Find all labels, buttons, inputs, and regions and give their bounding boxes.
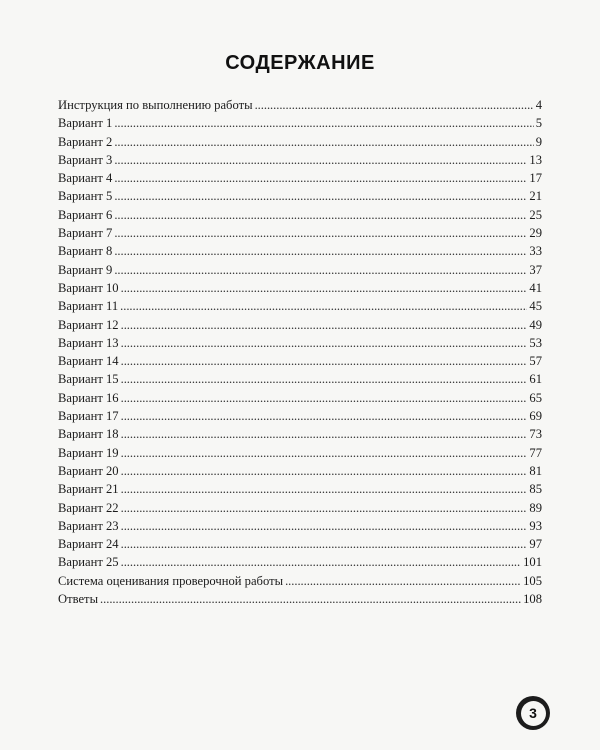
toc-entry[interactable] <box>58 480 542 498</box>
toc-entry[interactable] <box>58 517 542 535</box>
toc-entry-page: 25 <box>529 207 542 222</box>
toc-entry[interactable] <box>58 224 542 242</box>
toc-entry[interactable] <box>58 206 542 224</box>
toc-entry[interactable] <box>58 389 542 407</box>
toc-entry[interactable] <box>58 169 542 187</box>
toc-entry-page: 77 <box>529 445 542 460</box>
toc-entry[interactable] <box>58 151 542 169</box>
toc-leader-dots <box>121 407 528 425</box>
toc-entry-page: 73 <box>529 427 542 442</box>
toc-leader-dots <box>121 370 528 388</box>
toc-entry[interactable] <box>58 187 542 205</box>
toc-leader-dots <box>121 480 528 498</box>
toc-entry-label: Вариант 3 <box>58 152 113 167</box>
toc-entry-label: Вариант 21 <box>58 482 119 497</box>
toc-entry-label: Вариант 13 <box>58 335 119 350</box>
page-number-badge <box>516 696 550 730</box>
toc-entry-page: 41 <box>529 280 542 295</box>
toc-entry-page: 105 <box>523 573 542 588</box>
toc-entry-label: Вариант 14 <box>58 354 119 369</box>
toc-leader-dots <box>121 316 528 334</box>
toc-entry-label: Вариант 20 <box>58 463 119 478</box>
toc-entry[interactable] <box>58 444 542 462</box>
toc-leader-dots <box>121 352 528 370</box>
toc-entry[interactable] <box>58 590 542 608</box>
toc-entry[interactable] <box>58 133 542 151</box>
toc-entry-label: Вариант 25 <box>58 555 119 570</box>
toc-entry[interactable] <box>58 462 542 480</box>
toc-entry-page: 97 <box>529 537 542 552</box>
toc-entry-page: 53 <box>529 335 542 350</box>
toc-entry-label: Вариант 23 <box>58 518 119 533</box>
toc-entry-label: Вариант 22 <box>58 500 119 515</box>
toc-leader-dots <box>120 297 527 315</box>
toc-entry-label: Вариант 19 <box>58 445 119 460</box>
toc-entry-page: 69 <box>529 409 542 424</box>
toc-entry-page: 61 <box>529 372 542 387</box>
toc-entry-label: Вариант 10 <box>58 280 119 295</box>
toc-leader-dots <box>121 389 528 407</box>
toc-entry-label: Вариант 7 <box>58 226 113 241</box>
toc-entry-page: 108 <box>523 592 542 607</box>
toc-entry-page: 89 <box>529 500 542 515</box>
toc-entry[interactable] <box>58 242 542 260</box>
toc-leader-dots <box>114 169 527 187</box>
toc-entry-label: Вариант 12 <box>58 317 119 332</box>
toc-entry-page: 49 <box>529 317 542 332</box>
toc-entry-page: 9 <box>535 134 542 149</box>
toc-entry[interactable] <box>58 572 542 590</box>
toc-entry-page: 45 <box>529 299 542 314</box>
toc-entry-label: Вариант 18 <box>58 427 119 442</box>
toc-entry-page: 65 <box>529 390 542 405</box>
toc-entry[interactable] <box>58 425 542 443</box>
toc-entry-label: Вариант 4 <box>58 171 113 186</box>
toc-entry-page: 17 <box>529 171 542 186</box>
toc-leader-dots <box>114 242 527 260</box>
toc-entry-page: 81 <box>529 463 542 478</box>
page-number: 3 <box>521 701 546 726</box>
toc-entry-label: Вариант 11 <box>58 299 119 314</box>
page-title: СОДЕРЖАНИЕ <box>225 52 375 74</box>
toc-entry[interactable] <box>58 370 542 388</box>
toc-entry-page: 101 <box>523 555 542 570</box>
toc-entry-label: Вариант 17 <box>58 409 119 424</box>
toc-leader-dots <box>114 224 527 242</box>
toc-leader-dots <box>121 334 528 352</box>
toc-entry[interactable] <box>58 553 542 571</box>
toc-entry-label: Вариант 5 <box>58 189 113 204</box>
toc-leader-dots <box>121 499 528 517</box>
toc-leader-dots <box>121 444 528 462</box>
toc-leader-dots <box>255 96 534 114</box>
toc-entry-label: Ответы <box>58 592 99 607</box>
toc-entry-page: 37 <box>529 262 542 277</box>
toc-leader-dots <box>114 261 527 279</box>
toc-leader-dots <box>121 425 528 443</box>
toc-entry[interactable] <box>58 316 542 334</box>
toc-entry-label: Вариант 1 <box>58 116 113 131</box>
toc-leader-dots <box>121 553 522 571</box>
table-of-contents <box>58 96 542 608</box>
toc-entry[interactable] <box>58 96 542 114</box>
toc-leader-dots <box>114 114 533 132</box>
toc-entry[interactable] <box>58 114 542 132</box>
toc-entry-label: Вариант 9 <box>58 262 113 277</box>
toc-entry-page: 57 <box>529 354 542 369</box>
toc-entry-page: 4 <box>535 98 542 112</box>
toc-entry-label: Вариант 2 <box>58 134 113 149</box>
toc-entry[interactable] <box>58 297 542 315</box>
toc-entry[interactable] <box>58 352 542 370</box>
toc-entry-page: 5 <box>535 116 542 131</box>
toc-entry[interactable] <box>58 407 542 425</box>
toc-entry-page: 13 <box>529 152 542 167</box>
toc-leader-dots <box>114 206 527 224</box>
toc-leader-dots <box>121 517 528 535</box>
toc-leader-dots <box>121 462 528 480</box>
toc-entry-label: Вариант 8 <box>58 244 113 259</box>
toc-leader-dots <box>100 590 521 608</box>
toc-leader-dots <box>114 151 527 169</box>
toc-entry-label: Инструкция по выполнению работы <box>58 98 253 112</box>
toc-entry[interactable] <box>58 261 542 279</box>
toc-entry-page: 21 <box>529 189 542 204</box>
toc-entry-label: Вариант 15 <box>58 372 119 387</box>
toc-entry[interactable] <box>58 279 542 297</box>
toc-entry[interactable] <box>58 334 542 352</box>
toc-entry-page: 93 <box>529 518 542 533</box>
toc-leader-dots <box>121 279 528 297</box>
toc-entry[interactable] <box>58 535 542 553</box>
toc-leader-dots <box>285 572 521 590</box>
toc-entry-page: 33 <box>529 244 542 259</box>
toc-entry-label: Вариант 6 <box>58 207 113 222</box>
toc-entry-label: Вариант 24 <box>58 537 119 552</box>
toc-entry-page: 29 <box>529 226 542 241</box>
toc-leader-dots <box>114 187 527 205</box>
toc-entry-label: Вариант 16 <box>58 390 119 405</box>
toc-leader-dots <box>121 535 528 553</box>
toc-entry-label: Система оценивания проверочной работы <box>58 573 284 588</box>
toc-entry[interactable] <box>58 499 542 517</box>
toc-leader-dots <box>114 133 533 151</box>
toc-entry-page: 85 <box>529 482 542 497</box>
